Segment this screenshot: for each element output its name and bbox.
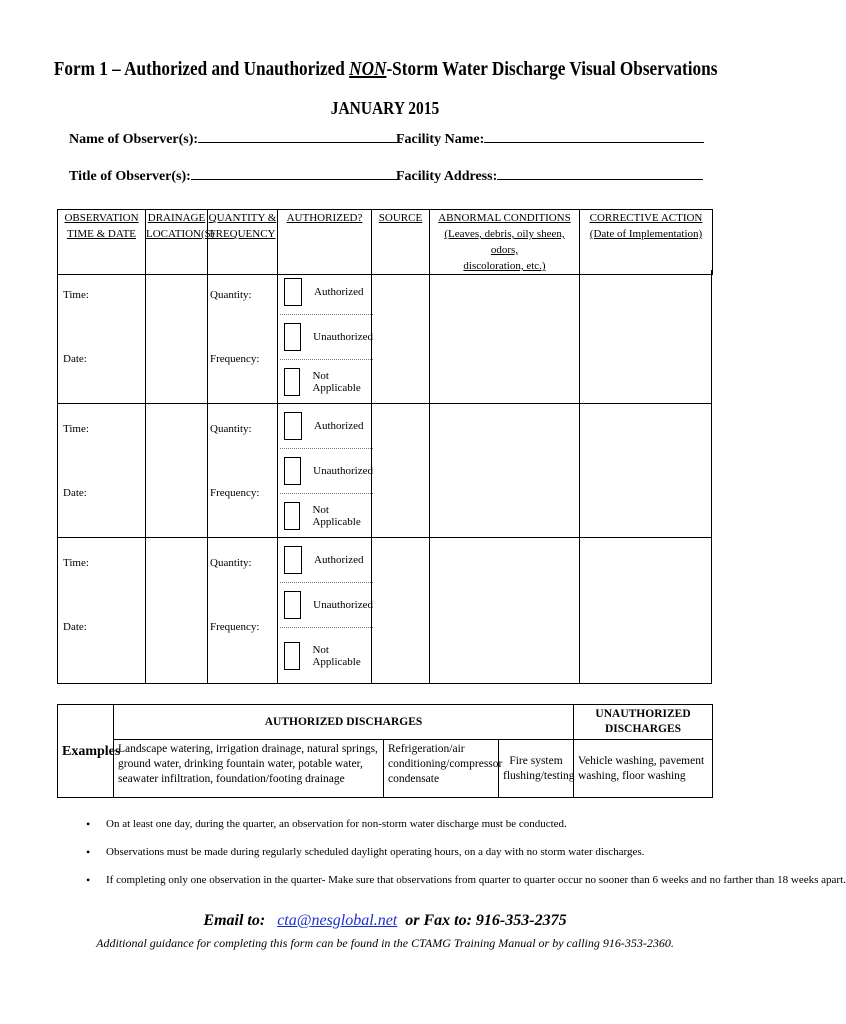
- checkbox-icon[interactable]: [284, 502, 300, 530]
- authorized-example-2: Refrigeration/air conditioning/compressor condensate: [384, 740, 499, 798]
- unauthorized-option[interactable]: [280, 315, 373, 360]
- checkbox-icon[interactable]: [284, 368, 300, 396]
- checkbox-icon[interactable]: [284, 642, 300, 670]
- option-label: Unauthorized: [313, 331, 373, 343]
- frequency-label: Frequency:: [210, 353, 260, 365]
- date-label: Date:: [63, 621, 87, 633]
- header-observation: OBSERVATION TIME & DATE: [58, 210, 146, 275]
- header-source: SOURCE: [372, 210, 430, 275]
- checkbox-icon[interactable]: [284, 412, 302, 440]
- time-label: Time:: [63, 557, 89, 569]
- time-label: Time:: [63, 423, 89, 435]
- observer-title-label: Title of Observer(s):: [69, 169, 191, 184]
- observation-table: [57, 209, 713, 275]
- authorized-example-3: Fire system flushing/testing: [499, 740, 574, 798]
- header-quantity: QUANTITY & FREQUENCY: [208, 210, 278, 275]
- observation-row: [57, 538, 712, 684]
- facility-address-label: Facility Address:: [396, 169, 498, 184]
- option-label: Not Applicable: [312, 370, 361, 394]
- authorized-option[interactable]: [280, 270, 373, 315]
- header-authorized: AUTHORIZED?: [278, 210, 372, 275]
- checkbox-icon[interactable]: [284, 546, 302, 574]
- observer-name-field[interactable]: [69, 130, 402, 148]
- email-link[interactable]: cta@nesglobal.net: [277, 912, 398, 929]
- instruction-item: • If completing only one observation in the quarter- Make sure that observations from quarter to quarter occur no sooner than 6 weeks and no farther than 18 weeks apart.: [86, 873, 846, 901]
- frequency-label: Frequency:: [210, 621, 260, 633]
- checkbox-icon[interactable]: [284, 278, 302, 306]
- authorized-option[interactable]: [280, 404, 373, 449]
- option-label: Unauthorized: [313, 599, 373, 611]
- unauthorized-option[interactable]: [280, 449, 373, 494]
- unauthorized-option[interactable]: [280, 583, 373, 628]
- facility-address-field[interactable]: [396, 167, 703, 185]
- authorized-discharges-header: AUTHORIZED DISCHARGES: [114, 705, 574, 740]
- examples-label: Examples: [58, 705, 114, 798]
- form-title: Form 1 – Authorized and Unauthorized NON-Storm Water Discharge Visual Observations: [53, 58, 718, 80]
- checkbox-icon[interactable]: [284, 591, 301, 619]
- option-label: Not Applicable: [312, 644, 361, 668]
- table-header-row: [58, 210, 713, 275]
- not-applicable-option[interactable]: [280, 494, 373, 538]
- instruction-item: • Observations must be made during regularly scheduled daylight operating hours, on a day with no storm water discharges.: [86, 845, 846, 873]
- frequency-label: Frequency:: [210, 487, 260, 499]
- not-applicable-option[interactable]: [280, 360, 373, 404]
- date-label: Date:: [63, 487, 87, 499]
- authorized-example-1: Landscape watering, irrigation drainage, natural springs, ground water, drinking fountain water, potable water, seawater infiltration, foundation/footing drainage: [114, 740, 384, 798]
- observation-row: [57, 270, 712, 404]
- time-label: Time:: [63, 289, 89, 301]
- facility-name-label: Facility Name:: [396, 132, 485, 147]
- header-drainage: DRAINAGE LOCATION(S): [146, 210, 208, 275]
- instructions-list: [86, 817, 846, 901]
- form-month: JANUARY 2015: [330, 98, 440, 118]
- unauthorized-example-1: Vehicle washing, pavement washing, floor washing: [574, 740, 713, 798]
- quantity-label: Quantity:: [210, 423, 252, 435]
- examples-table: [57, 704, 713, 798]
- observer-title-field[interactable]: [69, 167, 399, 185]
- instruction-item: • On at least one day, during the quarter, an observation for non-storm water discharge must be conducted.: [86, 817, 846, 845]
- quantity-label: Quantity:: [210, 289, 252, 301]
- checkbox-icon[interactable]: [284, 457, 301, 485]
- facility-name-field[interactable]: [396, 130, 704, 148]
- observation-row: [57, 404, 712, 538]
- guidance-text: Additional guidance for completing this form can be found in the CTAMG Training Manual or by calling 916-353-2360.: [96, 936, 674, 950]
- header-abnormal: ABNORMAL CONDITIONS (Leaves, debris, oily sheen, odors, discoloration, etc.): [430, 210, 580, 275]
- option-label: Not Applicable: [312, 504, 361, 528]
- option-label: Authorized: [314, 286, 364, 298]
- option-label: Unauthorized: [313, 465, 373, 477]
- authorized-option[interactable]: [280, 538, 373, 583]
- not-applicable-option[interactable]: [280, 628, 373, 684]
- quantity-label: Quantity:: [210, 557, 252, 569]
- option-label: Authorized: [314, 420, 364, 432]
- contact-line: Email to: cta@nesglobal.net or Fax to: 916-353-2375: [203, 912, 567, 929]
- date-label: Date:: [63, 353, 87, 365]
- observer-name-label: Name of Observer(s):: [69, 132, 199, 147]
- checkbox-icon[interactable]: [284, 323, 301, 351]
- header-corrective: CORRECTIVE ACTION (Date of Implementation): [580, 210, 713, 275]
- option-label: Authorized: [314, 554, 364, 566]
- unauthorized-discharges-header: UNAUTHORIZED DISCHARGES: [574, 705, 713, 740]
